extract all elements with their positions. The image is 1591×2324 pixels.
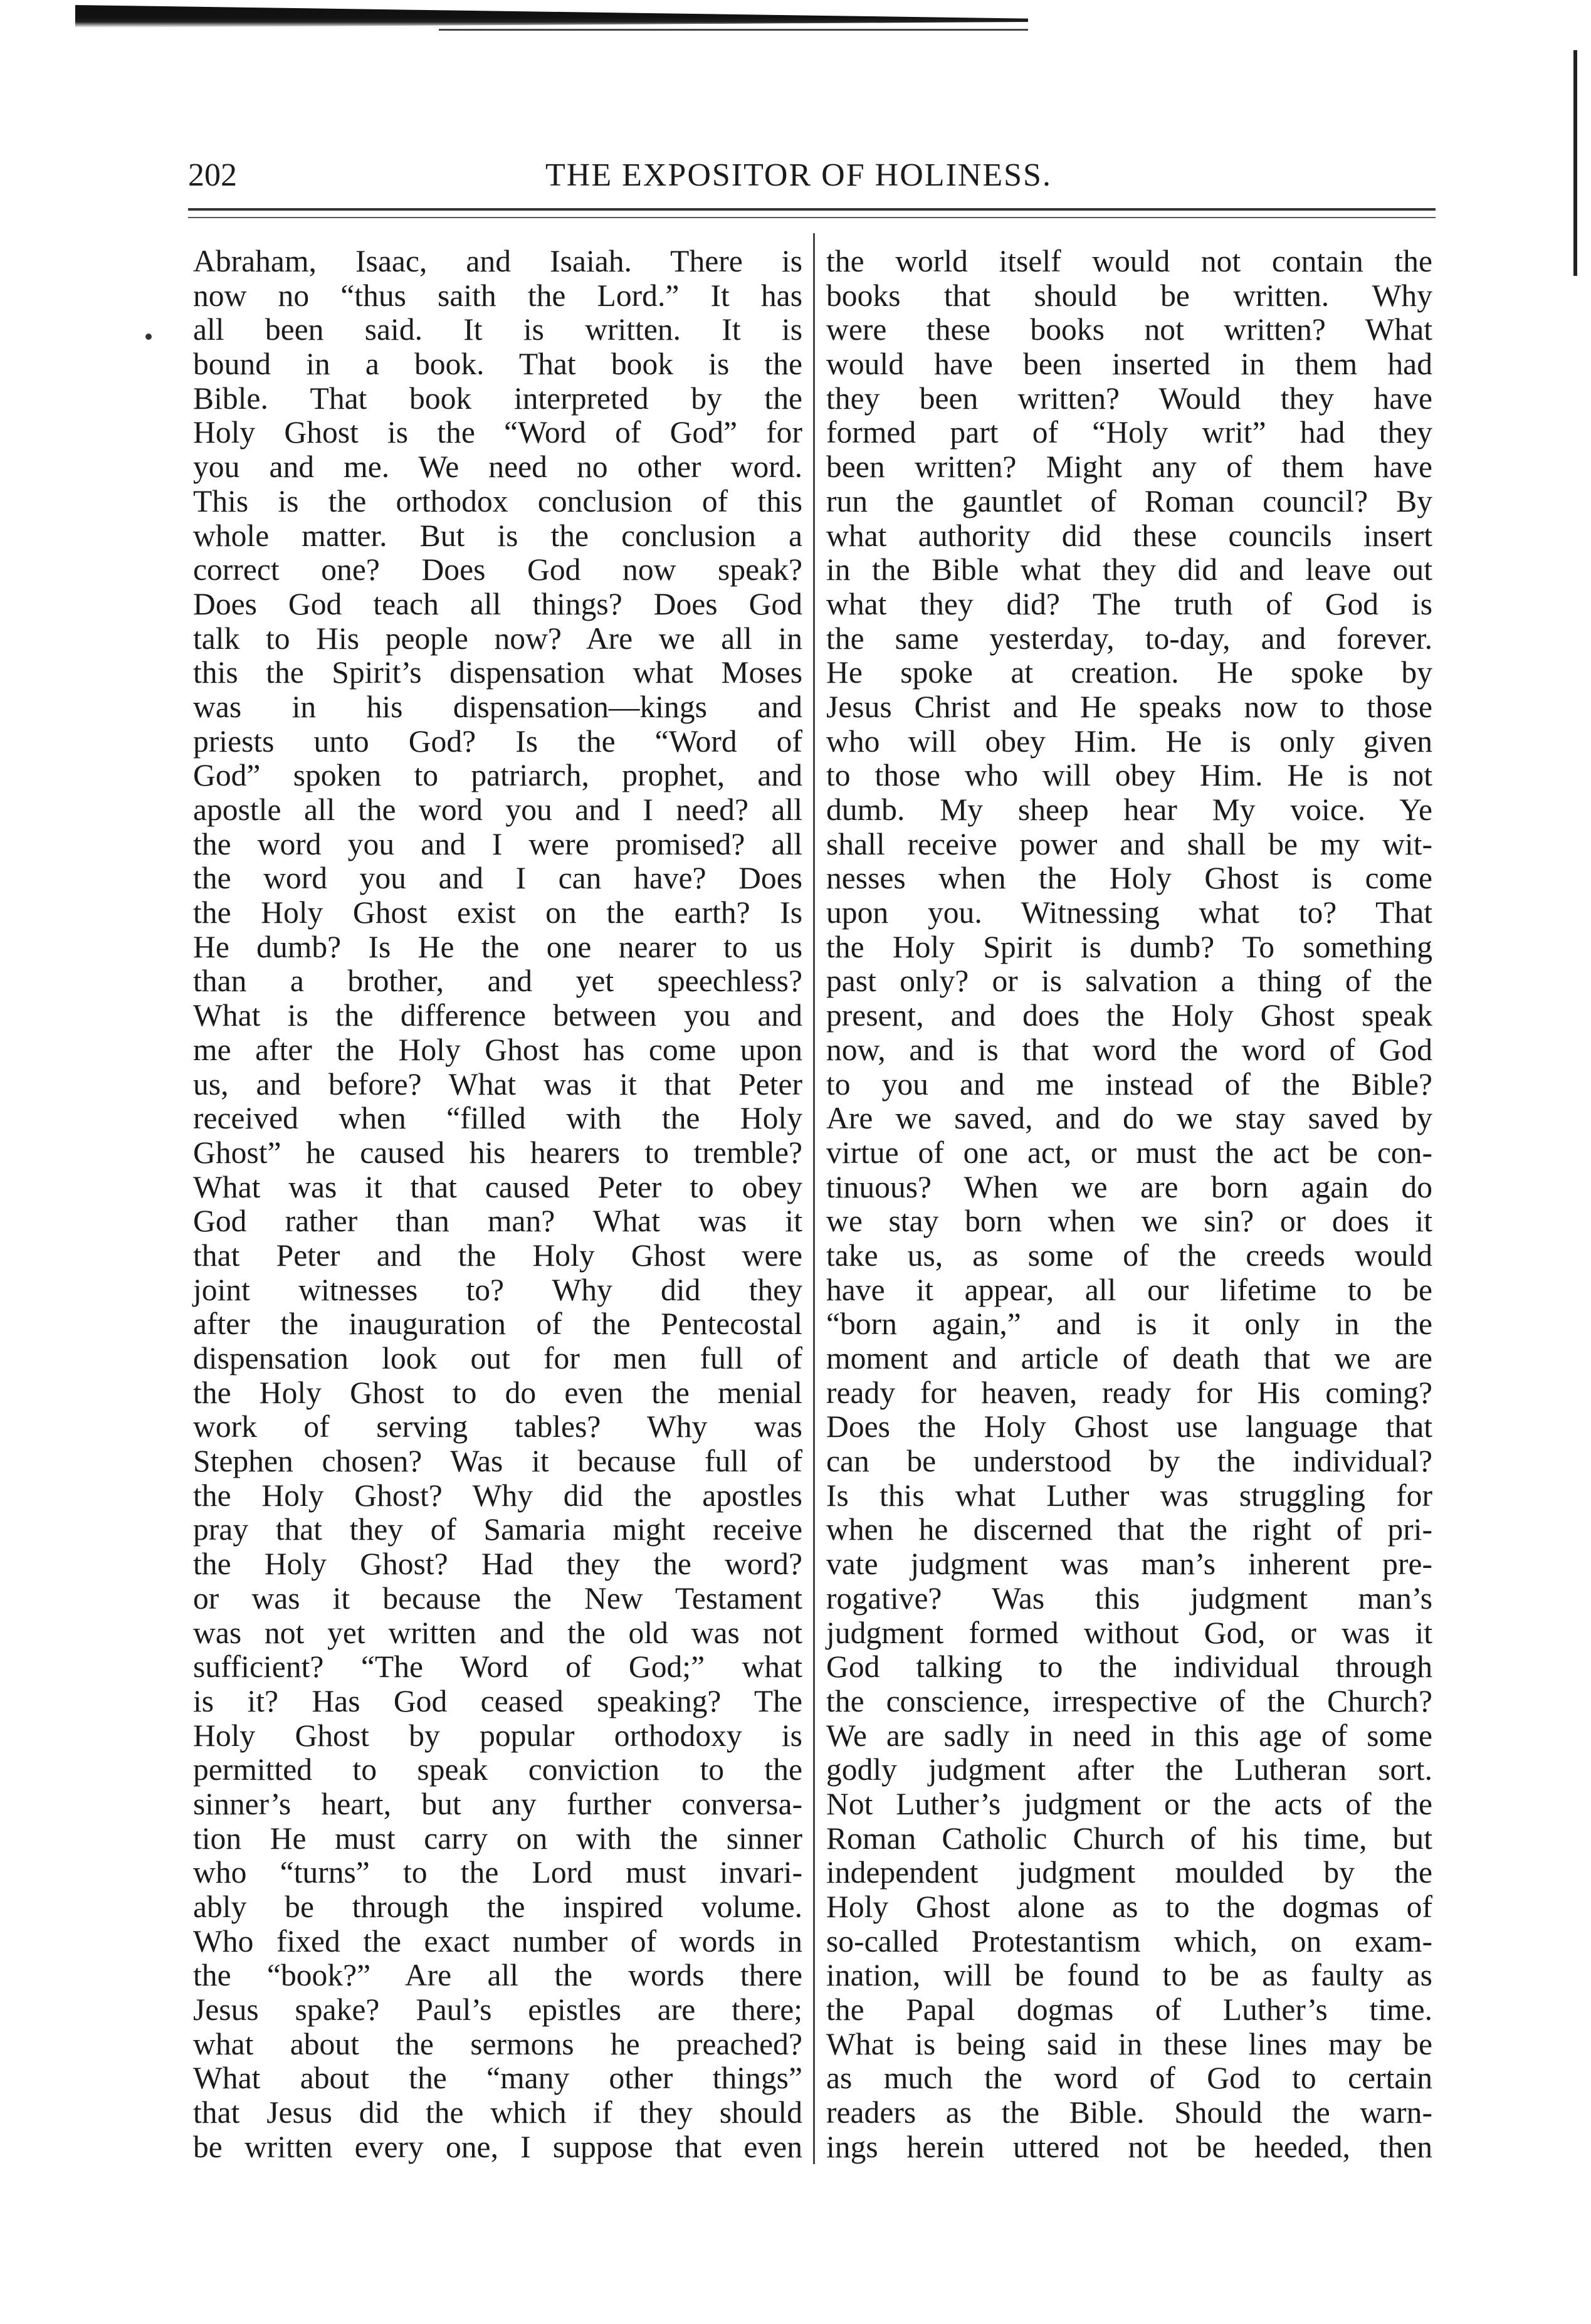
text-line: can be understood by the individual?	[826, 1444, 1432, 1479]
text-line: pray that they of Samaria might receive	[193, 1512, 802, 1547]
text-line: Jesus Christ and He speaks now to those	[826, 689, 1432, 724]
text-line: that Jesus did the which if they should	[193, 2095, 802, 2130]
text-line: sinner’s heart, but any further conversa-	[193, 1786, 802, 1821]
column-divider	[813, 233, 815, 2164]
text-line: books that should be written. Why	[826, 278, 1432, 313]
text-line: virtue of one act, or must the act be con-	[826, 1135, 1432, 1170]
text-line: ings herein uttered not be heeded, then	[826, 2129, 1432, 2164]
text-line: Are we saved, and do we stay saved by	[826, 1101, 1432, 1136]
text-line: What is the difference between you and	[193, 998, 802, 1033]
text-line: dispensation look out for men full of	[193, 1341, 802, 1375]
text-line: whole matter. But is the conclusion a	[193, 518, 802, 553]
text-line: permitted to speak conviction to the	[193, 1752, 802, 1787]
text-line: bound in a book. That book is the	[193, 347, 802, 382]
text-line: you and me. We need no other word.	[193, 450, 802, 485]
margin-dot	[145, 334, 152, 340]
text-line: now no “thus saith the Lord.” It has	[193, 278, 802, 313]
text-line: the “book?” Are all the words there	[193, 1958, 802, 1993]
text-line: joint witnesses to? Why did they	[193, 1272, 802, 1307]
text-line: ination, will be found to be as faulty as	[826, 1958, 1432, 1993]
text-line: work of serving tables? Why was	[193, 1409, 802, 1444]
text-line: ably be through the inspired volume.	[193, 1890, 802, 1924]
text-line: Is this what Luther was struggling for	[826, 1478, 1432, 1513]
page-header	[188, 157, 1436, 207]
text-line: would have been inserted in them had	[826, 347, 1432, 382]
text-line: priests unto God? Is the “Word of	[193, 723, 802, 759]
text-line: sufficient? “The Word of God;” what	[193, 1649, 802, 1685]
text-line: the Holy Ghost exist on the earth? Is	[193, 895, 802, 930]
text-line: correct one? Does God now speak?	[193, 552, 802, 587]
text-line: received when “filled with the Holy	[193, 1101, 802, 1136]
text-line: This is the orthodox conclusion of this	[193, 483, 802, 518]
text-line: God talking to the individual through	[826, 1649, 1432, 1685]
text-line: than a brother, and yet speechless?	[193, 964, 802, 999]
text-line: apostle all the word you and I need? all	[193, 792, 802, 827]
text-line: rogative? Was this judgment man’s	[826, 1580, 1432, 1616]
text-line: have it appear, all our lifetime to be	[826, 1272, 1432, 1307]
left-text-column	[193, 244, 802, 2165]
text-line: God rather than man? What was it	[193, 1204, 802, 1239]
text-line: the Holy Ghost? Why did the apostles	[193, 1478, 802, 1513]
header-rule	[188, 208, 1436, 211]
text-line: was in his dispensation—kings and	[193, 689, 802, 724]
text-line: Does God teach all things? Does God	[193, 586, 802, 621]
text-line: Who fixed the exact number of words in	[193, 1923, 802, 1959]
running-title: THE EXPOSITOR OF HOLINESS.	[545, 157, 1052, 193]
text-line: what about the sermons he preached?	[193, 2026, 802, 2061]
text-line: What is being said in these lines may be	[826, 2026, 1432, 2061]
right-margin-mark	[1573, 50, 1577, 276]
text-line: was not yet written and the old was not	[193, 1615, 802, 1650]
text-line: take us, as some of the creeds would	[826, 1238, 1432, 1273]
text-line: Roman Catholic Church of his time, but	[826, 1821, 1432, 1856]
text-line: in the Bible what they did and leave out	[826, 552, 1432, 587]
text-line: Jesus spake? Paul’s epistles are there;	[193, 1992, 802, 2027]
text-line: dumb. My sheep hear My voice. Ye	[826, 792, 1432, 827]
text-line: were these books not written? What	[826, 312, 1432, 347]
text-line: that Peter and the Holy Ghost were	[193, 1238, 802, 1273]
text-line: we stay born when we sin? or does it	[826, 1204, 1432, 1239]
text-line: present, and does the Holy Ghost speak	[826, 998, 1432, 1033]
text-line: Stephen chosen? Was it because full of	[193, 1444, 802, 1479]
text-line: who “turns” to the Lord must invari-	[193, 1855, 802, 1890]
text-line: all been said. It is written. It is	[193, 312, 802, 347]
text-line: us, and before? What was it that Peter	[193, 1066, 802, 1102]
text-line: readers as the Bible. Should the warn-	[826, 2095, 1432, 2130]
text-line: they been written? Would they have	[826, 381, 1432, 416]
text-line: run the gauntlet of Roman council? By	[826, 483, 1432, 518]
text-line: the Papal dogmas of Luther’s time.	[826, 1992, 1432, 2027]
text-line: nesses when the Holy Ghost is come	[826, 861, 1432, 896]
top-border-ornament	[75, 5, 1028, 28]
text-line: the same yesterday, to-day, and forever.	[826, 621, 1432, 656]
text-line: Abraham, Isaac, and Isaiah. There is	[193, 244, 802, 278]
text-line: shall receive power and shall be my wit-	[826, 826, 1432, 861]
text-line: is it? Has God ceased speaking? The	[193, 1683, 802, 1718]
text-line: be written every one, I suppose that even	[193, 2129, 802, 2164]
text-line: Not Luther’s judgment or the acts of the	[826, 1786, 1432, 1821]
text-line: me after the Holy Ghost has come upon	[193, 1032, 802, 1067]
text-line: the world itself would not contain the	[826, 244, 1432, 278]
text-line: Holy Ghost alone as to the dogmas of	[826, 1890, 1432, 1924]
header-rule-secondary	[188, 217, 1436, 218]
text-line: ready for heaven, ready for His coming?	[826, 1375, 1432, 1410]
text-line: independent judgment moulded by the	[826, 1855, 1432, 1890]
text-line: been written? Might any of them have	[826, 450, 1432, 485]
text-line: tion He must carry on with the sinner	[193, 1821, 802, 1856]
text-line: the Holy Ghost? Had they the word?	[193, 1547, 802, 1582]
text-line: the word you and I can have? Does	[193, 861, 802, 896]
text-line: the Holy Ghost to do even the menial	[193, 1375, 802, 1410]
text-line: the Holy Spirit is dumb? To something	[826, 929, 1432, 964]
text-line: What about the “many other things”	[193, 2061, 802, 2096]
text-line: past only? or is salvation a thing of the	[826, 964, 1432, 999]
text-line: to you and me instead of the Bible?	[826, 1066, 1432, 1102]
text-line: Holy Ghost by popular orthodoxy is	[193, 1718, 802, 1753]
text-line: so-called Protestantism which, on exam-	[826, 1923, 1432, 1959]
text-line: He spoke at creation. He spoke by	[826, 655, 1432, 690]
text-line: “born again,” and is it only in the	[826, 1307, 1432, 1342]
text-line: God” spoken to patriarch, prophet, and	[193, 758, 802, 793]
text-line: what authority did these councils insert	[826, 518, 1432, 553]
text-line: tinuous? When we are born again do	[826, 1169, 1432, 1204]
text-line: the word you and I were promised? all	[193, 826, 802, 861]
text-line: moment and article of death that we are	[826, 1341, 1432, 1375]
page-number: 202	[188, 157, 237, 193]
text-line: this the Spirit’s dispensation what Moses	[193, 655, 802, 690]
top-thin-rule	[439, 29, 1028, 31]
text-line: now, and is that word the word of God	[826, 1032, 1432, 1067]
text-line: or was it because the New Testament	[193, 1580, 802, 1616]
text-line: Ghost” he caused his hearers to tremble?	[193, 1135, 802, 1170]
text-line: He dumb? Is He the one nearer to us	[193, 929, 802, 964]
right-text-column	[826, 244, 1432, 2165]
text-line: who will obey Him. He is only given	[826, 723, 1432, 759]
text-line: We are sadly in need in this age of some	[826, 1718, 1432, 1753]
text-line: judgment formed without God, or was it	[826, 1615, 1432, 1650]
text-line: vate judgment was man’s inherent pre-	[826, 1547, 1432, 1582]
text-line: what they did? The truth of God is	[826, 586, 1432, 621]
text-line: upon you. Witnessing what to? That	[826, 895, 1432, 930]
text-line: godly judgment after the Lutheran sort.	[826, 1752, 1432, 1787]
text-line: talk to His people now? Are we all in	[193, 621, 802, 656]
text-line: Bible. That book interpreted by the	[193, 381, 802, 416]
text-line: as much the word of God to certain	[826, 2061, 1432, 2096]
text-line: Holy Ghost is the “Word of God” for	[193, 415, 802, 450]
text-line: when he discerned that the right of pri-	[826, 1512, 1432, 1547]
text-line: the conscience, irrespective of the Church?	[826, 1683, 1432, 1718]
text-line: What was it that caused Peter to obey	[193, 1169, 802, 1204]
text-line: to those who will obey Him. He is not	[826, 758, 1432, 793]
text-line: Does the Holy Ghost use language that	[826, 1409, 1432, 1444]
text-line: after the inauguration of the Pentecostal	[193, 1307, 802, 1342]
text-line: formed part of “Holy writ” had they	[826, 415, 1432, 450]
